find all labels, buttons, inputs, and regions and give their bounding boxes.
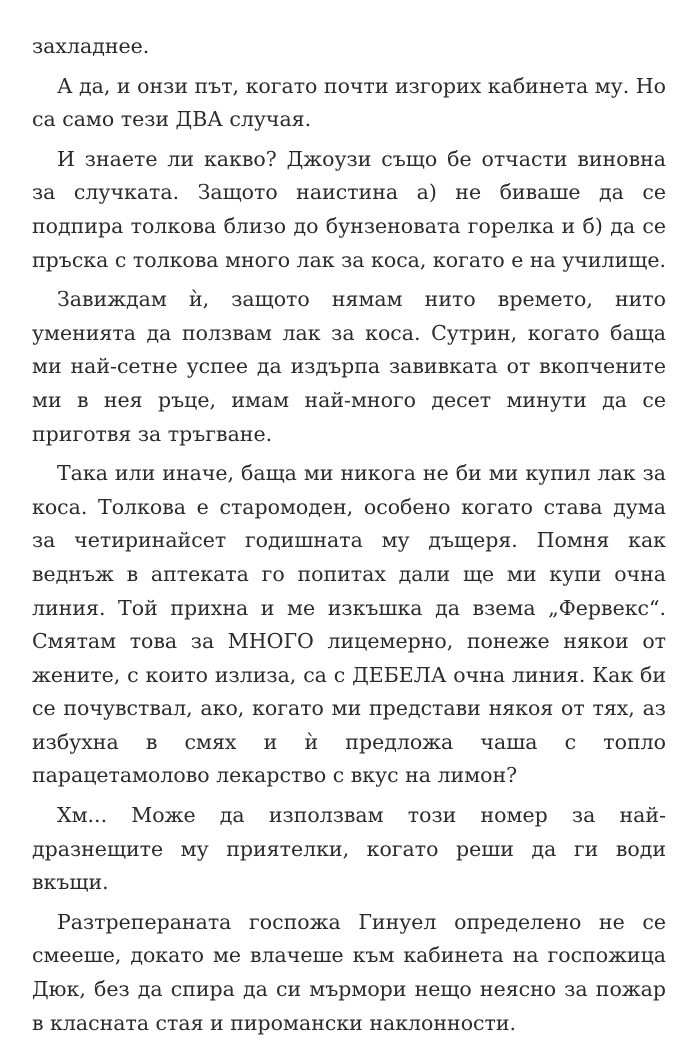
paragraph: Разтрепераната госпожа Гинуел определено не се смееше, докато ме влачеше към кабинета на госпожица Дюк, без да спира да си мърмори нещо неясно за пожар в класната стая и пиромански наклонности.: [32, 909, 666, 1035]
paragraph: И знаете ли какво? Джоузи също бе отчасти виновна за случката. Защото наистина а) не биваше да се подпира толкова близо до бунзеновата горелка и б) да се пръска с толкова много лак за коса, когато е на училище.: [32, 146, 666, 272]
page-text: [32, 30, 666, 1046]
paragraph: Завиждам ѝ, защото нямам нито времето, нито уменията да ползвам лак за коса. Сутрин, когато баща ми най-сетне успее да издърпа завивката от вкопчените ми в нея ръце, имам най-много десет минути да се приготвя за тръгване.: [32, 287, 666, 446]
paragraph: Хм... Може да използвам този номер за най-дразнещите му приятелки, когато реши да ги води вкъщи.: [32, 803, 666, 895]
paragraph-continued: захладнее.: [32, 34, 150, 58]
paragraph: А да, и онзи път, когато почти изгорих кабинета му. Но са само тези ДВА случая.: [32, 73, 666, 132]
paragraph: Така или иначе, баща ми никога не би ми купил лак за коса. Толкова е старомоден, особено когато става дума за четиринайсет годишната му дъщеря. Помня как веднъж в аптеката го попитах дали ще ми купи очна линия. Той прихна и ме изкъшка да взема „Фервекс“. Смятам това за МНОГО лицемерно, понеже някои от жените, с които излиза, са с ДЕБЕЛА очна линия. Как би се почувствал, ако, когато ми представи някоя от тях, аз избухна в смях и ѝ предложа чаша с топло парацетамолово лекарство с вкус на лимон?: [32, 461, 666, 788]
